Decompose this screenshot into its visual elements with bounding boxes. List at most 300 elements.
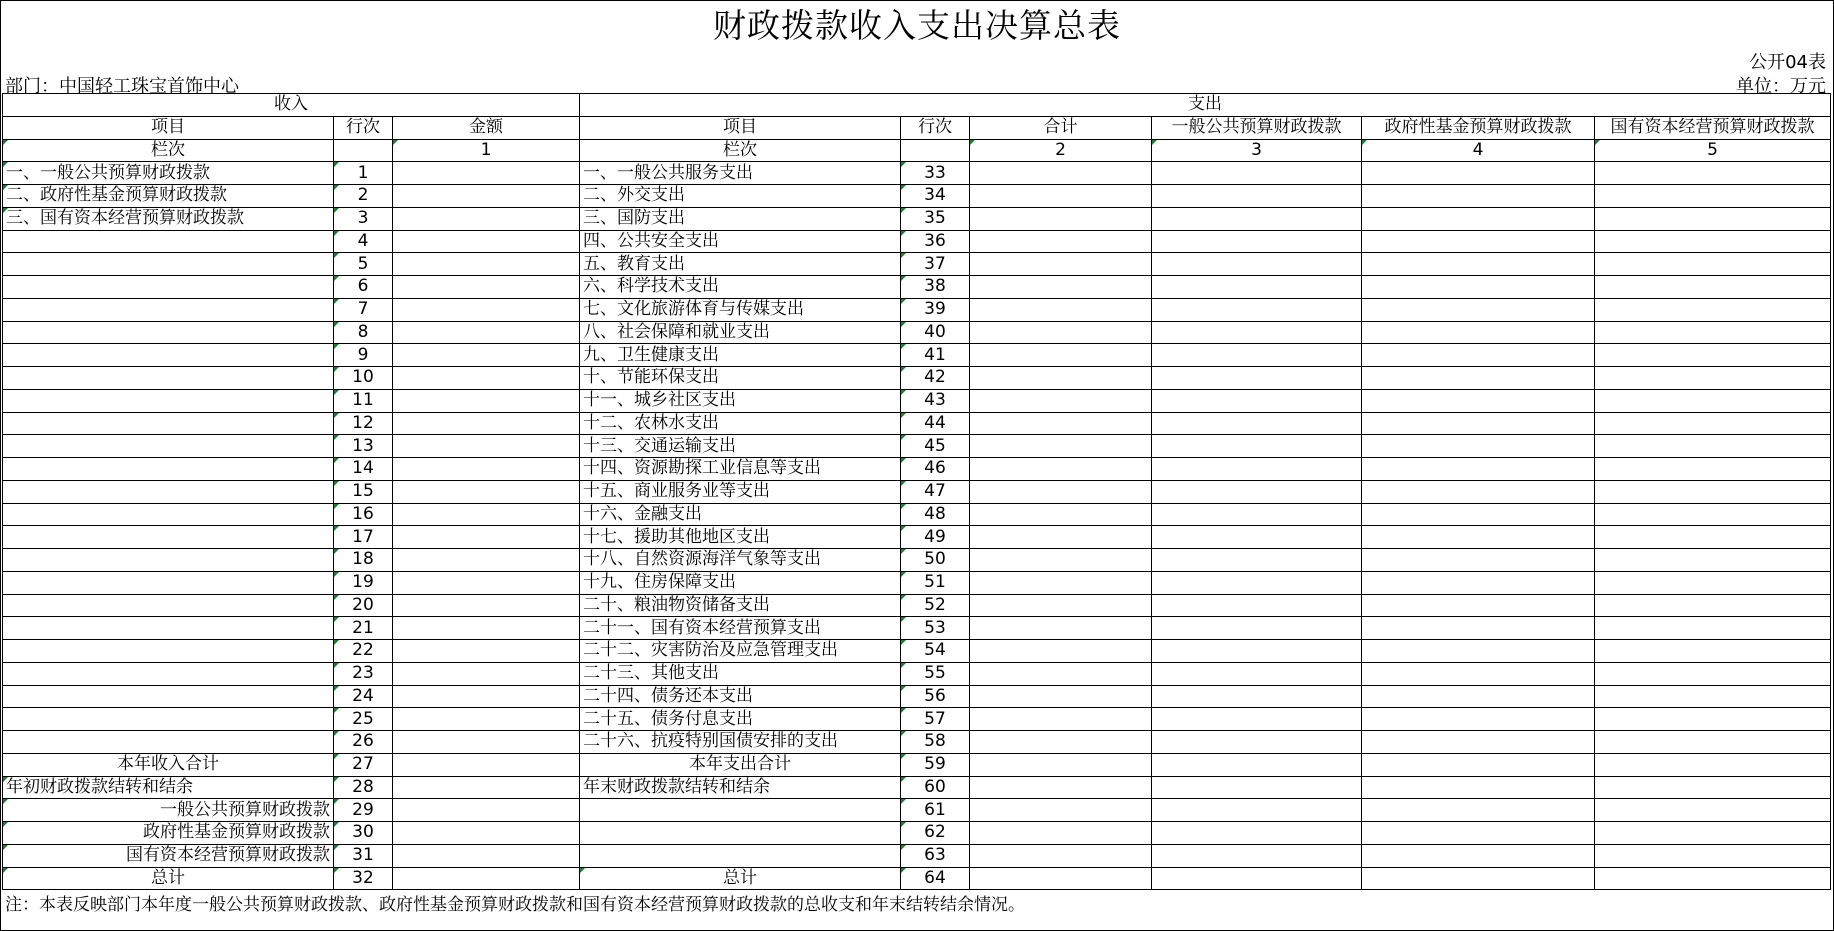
income-amount[interactable] <box>393 435 580 458</box>
expense-item[interactable]: 六、科学技术支出 <box>580 276 901 299</box>
income-line-no[interactable]: 28 <box>334 776 393 799</box>
expense-item[interactable]: 十一、城乡社区支出 <box>580 389 901 412</box>
income-item[interactable] <box>3 571 334 594</box>
income-line-no[interactable]: 5 <box>334 253 393 276</box>
income-amount[interactable] <box>393 617 580 640</box>
income-line-no[interactable]: 24 <box>334 685 393 708</box>
expense-line-no[interactable]: 61 <box>901 799 970 822</box>
value-cell[interactable] <box>1152 708 1362 731</box>
value-cell[interactable] <box>1595 276 1831 299</box>
income-amount[interactable] <box>393 685 580 708</box>
value-cell[interactable] <box>1595 617 1831 640</box>
value-cell[interactable] <box>970 162 1152 185</box>
value-cell[interactable] <box>1152 298 1362 321</box>
expense-item[interactable]: 三、国防支出 <box>580 207 901 230</box>
income-amount[interactable] <box>393 640 580 663</box>
value-cell[interactable] <box>1152 207 1362 230</box>
value-cell[interactable] <box>1152 844 1362 867</box>
value-cell[interactable] <box>1152 617 1362 640</box>
income-line-no[interactable]: 13 <box>334 435 393 458</box>
income-line-no[interactable]: 19 <box>334 571 393 594</box>
income-amount[interactable] <box>393 185 580 208</box>
value-cell[interactable] <box>1362 549 1595 572</box>
column-index-label[interactable]: 栏次 <box>3 139 334 162</box>
income-item[interactable] <box>3 594 334 617</box>
income-line-no[interactable]: 1 <box>334 162 393 185</box>
income-line-no[interactable]: 20 <box>334 594 393 617</box>
gov-fund-header[interactable]: 政府性基金预算财政拨款 <box>1362 116 1595 139</box>
income-item[interactable]: 一、一般公共预算财政拨款 <box>3 162 334 185</box>
expense-line-no[interactable]: 47 <box>901 480 970 503</box>
expense-line-no[interactable]: 50 <box>901 549 970 572</box>
value-cell[interactable] <box>970 185 1152 208</box>
income-item[interactable] <box>3 549 334 572</box>
expense-item-header[interactable]: 项目 <box>580 116 901 139</box>
income-line-no[interactable]: 15 <box>334 480 393 503</box>
income-amount[interactable] <box>393 207 580 230</box>
column-index-label[interactable]: 栏次 <box>580 139 901 162</box>
expense-item[interactable]: 七、文化旅游体育与传媒支出 <box>580 298 901 321</box>
value-cell[interactable] <box>1595 799 1831 822</box>
value-cell[interactable] <box>1595 458 1831 481</box>
expense-line-no[interactable]: 57 <box>901 708 970 731</box>
expense-line-no[interactable]: 64 <box>901 867 970 890</box>
expense-line-no[interactable]: 44 <box>901 412 970 435</box>
value-cell[interactable] <box>970 435 1152 458</box>
value-cell[interactable] <box>1362 344 1595 367</box>
income-amount[interactable] <box>393 367 580 390</box>
expense-line-no[interactable]: 53 <box>901 617 970 640</box>
income-item[interactable] <box>3 685 334 708</box>
expense-line-no[interactable]: 46 <box>901 458 970 481</box>
value-cell[interactable] <box>1362 844 1595 867</box>
income-line-no[interactable]: 9 <box>334 344 393 367</box>
col-index-5[interactable]: 5 <box>1595 139 1831 162</box>
income-line-no[interactable]: 4 <box>334 230 393 253</box>
expense-line-no[interactable]: 54 <box>901 640 970 663</box>
value-cell[interactable] <box>1152 685 1362 708</box>
value-cell[interactable] <box>1595 662 1831 685</box>
expense-item[interactable]: 年末财政拨款结转和结余 <box>580 776 901 799</box>
income-line-no[interactable]: 25 <box>334 708 393 731</box>
value-cell[interactable] <box>1595 753 1831 776</box>
income-line-no[interactable]: 17 <box>334 526 393 549</box>
income-amount[interactable] <box>393 344 580 367</box>
value-cell[interactable] <box>970 549 1152 572</box>
value-cell[interactable] <box>970 230 1152 253</box>
income-line-no[interactable]: 12 <box>334 412 393 435</box>
income-line-no[interactable]: 8 <box>334 321 393 344</box>
value-cell[interactable] <box>970 253 1152 276</box>
value-cell[interactable] <box>970 321 1152 344</box>
value-cell[interactable] <box>1152 480 1362 503</box>
income-item[interactable] <box>3 503 334 526</box>
expense-item[interactable]: 二十四、债务还本支出 <box>580 685 901 708</box>
value-cell[interactable] <box>970 867 1152 890</box>
expense-line-no[interactable]: 59 <box>901 753 970 776</box>
expense-item[interactable]: 九、卫生健康支出 <box>580 344 901 367</box>
income-item[interactable] <box>3 480 334 503</box>
value-cell[interactable] <box>1152 503 1362 526</box>
value-cell[interactable] <box>1152 230 1362 253</box>
income-item[interactable]: 政府性基金预算财政拨款 <box>3 822 334 845</box>
income-item[interactable] <box>3 708 334 731</box>
value-cell[interactable] <box>1595 776 1831 799</box>
value-cell[interactable] <box>1595 389 1831 412</box>
value-cell[interactable] <box>1362 253 1595 276</box>
expense-item[interactable]: 二、外交支出 <box>580 185 901 208</box>
value-cell[interactable] <box>970 344 1152 367</box>
value-cell[interactable] <box>1595 253 1831 276</box>
income-item[interactable] <box>3 526 334 549</box>
expense-item[interactable]: 一、一般公共服务支出 <box>580 162 901 185</box>
expense-item[interactable]: 五、教育支出 <box>580 253 901 276</box>
value-cell[interactable] <box>970 276 1152 299</box>
income-line-no[interactable]: 3 <box>334 207 393 230</box>
value-cell[interactable] <box>1362 230 1595 253</box>
income-item[interactable] <box>3 662 334 685</box>
income-line-no[interactable]: 23 <box>334 662 393 685</box>
income-item[interactable] <box>3 640 334 663</box>
cell[interactable] <box>334 139 393 162</box>
expense-line-no[interactable]: 43 <box>901 389 970 412</box>
income-item[interactable] <box>3 435 334 458</box>
income-amount[interactable] <box>393 276 580 299</box>
income-line-no[interactable]: 6 <box>334 276 393 299</box>
income-amount[interactable] <box>393 799 580 822</box>
value-cell[interactable] <box>1362 389 1595 412</box>
expense-item[interactable]: 十九、住房保障支出 <box>580 571 901 594</box>
expense-line-no[interactable]: 39 <box>901 298 970 321</box>
income-item[interactable] <box>3 731 334 754</box>
value-cell[interactable] <box>970 526 1152 549</box>
value-cell[interactable] <box>1362 503 1595 526</box>
income-header[interactable]: 收入 <box>3 94 580 117</box>
income-item-header[interactable]: 项目 <box>3 116 334 139</box>
value-cell[interactable] <box>1362 162 1595 185</box>
income-amount[interactable] <box>393 162 580 185</box>
expense-item[interactable] <box>580 822 901 845</box>
value-cell[interactable] <box>970 844 1152 867</box>
expense-item[interactable]: 二十、粮油物资储备支出 <box>580 594 901 617</box>
value-cell[interactable] <box>1595 298 1831 321</box>
income-amount[interactable] <box>393 776 580 799</box>
expense-line-no[interactable]: 38 <box>901 276 970 299</box>
value-cell[interactable] <box>1152 776 1362 799</box>
expense-line-no[interactable]: 42 <box>901 367 970 390</box>
value-cell[interactable] <box>1362 662 1595 685</box>
expense-line-no[interactable]: 37 <box>901 253 970 276</box>
income-amount[interactable] <box>393 571 580 594</box>
income-amount[interactable] <box>393 867 580 890</box>
income-item[interactable] <box>3 389 334 412</box>
income-item[interactable]: 本年收入合计 <box>3 753 334 776</box>
value-cell[interactable] <box>970 662 1152 685</box>
income-line-no[interactable]: 21 <box>334 617 393 640</box>
income-line-no[interactable]: 10 <box>334 367 393 390</box>
value-cell[interactable] <box>1362 640 1595 663</box>
income-item[interactable] <box>3 617 334 640</box>
expense-item[interactable]: 四、公共安全支出 <box>580 230 901 253</box>
income-line-no[interactable]: 16 <box>334 503 393 526</box>
value-cell[interactable] <box>1362 185 1595 208</box>
value-cell[interactable] <box>1152 253 1362 276</box>
expense-item[interactable]: 总计 <box>580 867 901 890</box>
value-cell[interactable] <box>1595 571 1831 594</box>
expense-line-no[interactable]: 33 <box>901 162 970 185</box>
value-cell[interactable] <box>970 480 1152 503</box>
expense-line-no[interactable]: 49 <box>901 526 970 549</box>
value-cell[interactable] <box>1152 662 1362 685</box>
expense-item[interactable]: 十八、自然资源海洋气象等支出 <box>580 549 901 572</box>
income-item[interactable]: 三、国有资本经营预算财政拨款 <box>3 207 334 230</box>
value-cell[interactable] <box>1152 344 1362 367</box>
general-budget-header[interactable]: 一般公共预算财政拨款 <box>1152 116 1362 139</box>
income-amount[interactable] <box>393 503 580 526</box>
income-line-no[interactable]: 22 <box>334 640 393 663</box>
expense-item[interactable]: 二十五、债务付息支出 <box>580 708 901 731</box>
income-line-no[interactable]: 27 <box>334 753 393 776</box>
expense-line-no[interactable]: 52 <box>901 594 970 617</box>
value-cell[interactable] <box>970 640 1152 663</box>
value-cell[interactable] <box>1595 844 1831 867</box>
income-item[interactable] <box>3 412 334 435</box>
expense-item[interactable]: 本年支出合计 <box>580 753 901 776</box>
income-item[interactable] <box>3 458 334 481</box>
income-amount[interactable] <box>393 412 580 435</box>
income-item[interactable] <box>3 253 334 276</box>
expense-item[interactable]: 二十二、灾害防治及应急管理支出 <box>580 640 901 663</box>
expense-line-header[interactable]: 行次 <box>901 116 970 139</box>
value-cell[interactable] <box>1362 708 1595 731</box>
value-cell[interactable] <box>1595 549 1831 572</box>
expense-line-no[interactable]: 51 <box>901 571 970 594</box>
value-cell[interactable] <box>1152 731 1362 754</box>
total-header[interactable]: 合计 <box>970 116 1152 139</box>
value-cell[interactable] <box>1362 594 1595 617</box>
expense-line-no[interactable]: 35 <box>901 207 970 230</box>
value-cell[interactable] <box>1362 685 1595 708</box>
value-cell[interactable] <box>1595 640 1831 663</box>
expense-item[interactable]: 十六、金融支出 <box>580 503 901 526</box>
expense-item[interactable]: 十四、资源勘探工业信息等支出 <box>580 458 901 481</box>
value-cell[interactable] <box>1362 753 1595 776</box>
col-index-4[interactable]: 4 <box>1362 139 1595 162</box>
expense-line-no[interactable]: 34 <box>901 185 970 208</box>
income-amount[interactable] <box>393 298 580 321</box>
expense-item[interactable] <box>580 844 901 867</box>
value-cell[interactable] <box>970 298 1152 321</box>
expense-item[interactable]: 二十三、其他支出 <box>580 662 901 685</box>
income-amount[interactable] <box>393 822 580 845</box>
amount-header[interactable]: 金额 <box>393 116 580 139</box>
value-cell[interactable] <box>970 389 1152 412</box>
value-cell[interactable] <box>1152 526 1362 549</box>
expense-line-no[interactable]: 60 <box>901 776 970 799</box>
expense-item[interactable]: 二十一、国有资本经营预算支出 <box>580 617 901 640</box>
col-index-3[interactable]: 3 <box>1152 139 1362 162</box>
income-amount[interactable] <box>393 549 580 572</box>
value-cell[interactable] <box>1362 822 1595 845</box>
value-cell[interactable] <box>1595 685 1831 708</box>
income-line-no[interactable]: 18 <box>334 549 393 572</box>
income-line-header[interactable]: 行次 <box>334 116 393 139</box>
income-amount[interactable] <box>393 253 580 276</box>
value-cell[interactable] <box>1595 412 1831 435</box>
income-item[interactable] <box>3 321 334 344</box>
value-cell[interactable] <box>970 799 1152 822</box>
value-cell[interactable] <box>1362 435 1595 458</box>
value-cell[interactable] <box>1595 708 1831 731</box>
value-cell[interactable] <box>1152 367 1362 390</box>
expense-line-no[interactable]: 45 <box>901 435 970 458</box>
value-cell[interactable] <box>970 571 1152 594</box>
income-amount[interactable] <box>393 708 580 731</box>
expense-line-no[interactable]: 55 <box>901 662 970 685</box>
value-cell[interactable] <box>1595 503 1831 526</box>
value-cell[interactable] <box>1595 822 1831 845</box>
income-amount[interactable] <box>393 844 580 867</box>
col-index-2[interactable]: 2 <box>970 139 1152 162</box>
value-cell[interactable] <box>1595 207 1831 230</box>
value-cell[interactable] <box>970 367 1152 390</box>
expense-item[interactable]: 十、节能环保支出 <box>580 367 901 390</box>
expense-item[interactable]: 十五、商业服务业等支出 <box>580 480 901 503</box>
expense-line-no[interactable]: 41 <box>901 344 970 367</box>
value-cell[interactable] <box>1152 458 1362 481</box>
value-cell[interactable] <box>970 822 1152 845</box>
value-cell[interactable] <box>1595 526 1831 549</box>
value-cell[interactable] <box>1362 458 1595 481</box>
value-cell[interactable] <box>1595 867 1831 890</box>
income-item[interactable]: 总计 <box>3 867 334 890</box>
value-cell[interactable] <box>1362 207 1595 230</box>
value-cell[interactable] <box>1152 435 1362 458</box>
value-cell[interactable] <box>1362 799 1595 822</box>
value-cell[interactable] <box>1362 617 1595 640</box>
expense-item[interactable]: 二十六、抗疫特别国债安排的支出 <box>580 731 901 754</box>
value-cell[interactable] <box>1152 389 1362 412</box>
income-item[interactable]: 一般公共预算财政拨款 <box>3 799 334 822</box>
income-amount[interactable] <box>393 458 580 481</box>
income-amount[interactable] <box>393 594 580 617</box>
income-item[interactable]: 国有资本经营预算财政拨款 <box>3 844 334 867</box>
income-amount[interactable] <box>393 321 580 344</box>
value-cell[interactable] <box>970 207 1152 230</box>
col-index-1[interactable]: 1 <box>393 139 580 162</box>
income-line-no[interactable]: 2 <box>334 185 393 208</box>
value-cell[interactable] <box>1362 480 1595 503</box>
value-cell[interactable] <box>1152 276 1362 299</box>
expense-line-no[interactable]: 40 <box>901 321 970 344</box>
expense-line-no[interactable]: 56 <box>901 685 970 708</box>
value-cell[interactable] <box>970 617 1152 640</box>
expense-line-no[interactable]: 58 <box>901 731 970 754</box>
value-cell[interactable] <box>970 731 1152 754</box>
value-cell[interactable] <box>1152 822 1362 845</box>
value-cell[interactable] <box>1362 776 1595 799</box>
income-item[interactable] <box>3 367 334 390</box>
income-amount[interactable] <box>393 731 580 754</box>
expense-line-no[interactable]: 62 <box>901 822 970 845</box>
value-cell[interactable] <box>1152 321 1362 344</box>
state-capital-header[interactable]: 国有资本经营预算财政拨款 <box>1595 116 1831 139</box>
value-cell[interactable] <box>970 412 1152 435</box>
cell[interactable] <box>901 139 970 162</box>
income-item[interactable] <box>3 230 334 253</box>
income-line-no[interactable]: 14 <box>334 458 393 481</box>
income-line-no[interactable]: 29 <box>334 799 393 822</box>
value-cell[interactable] <box>1362 412 1595 435</box>
income-line-no[interactable]: 7 <box>334 298 393 321</box>
value-cell[interactable] <box>1152 549 1362 572</box>
income-amount[interactable] <box>393 389 580 412</box>
value-cell[interactable] <box>1595 480 1831 503</box>
income-item[interactable] <box>3 344 334 367</box>
value-cell[interactable] <box>1362 526 1595 549</box>
value-cell[interactable] <box>970 776 1152 799</box>
value-cell[interactable] <box>970 594 1152 617</box>
value-cell[interactable] <box>1595 344 1831 367</box>
value-cell[interactable] <box>1152 594 1362 617</box>
expense-item[interactable]: 十二、农林水支出 <box>580 412 901 435</box>
value-cell[interactable] <box>1362 321 1595 344</box>
value-cell[interactable] <box>1595 230 1831 253</box>
value-cell[interactable] <box>970 685 1152 708</box>
income-item[interactable]: 二、政府性基金预算财政拨款 <box>3 185 334 208</box>
income-line-no[interactable]: 11 <box>334 389 393 412</box>
value-cell[interactable] <box>970 708 1152 731</box>
value-cell[interactable] <box>1152 162 1362 185</box>
value-cell[interactable] <box>1362 276 1595 299</box>
income-amount[interactable] <box>393 480 580 503</box>
income-line-no[interactable]: 32 <box>334 867 393 890</box>
value-cell[interactable] <box>1595 731 1831 754</box>
income-item[interactable] <box>3 298 334 321</box>
value-cell[interactable] <box>1362 731 1595 754</box>
value-cell[interactable] <box>1595 594 1831 617</box>
expense-line-no[interactable]: 36 <box>901 230 970 253</box>
value-cell[interactable] <box>1152 412 1362 435</box>
income-amount[interactable] <box>393 526 580 549</box>
value-cell[interactable] <box>1152 571 1362 594</box>
expense-item[interactable]: 十三、交通运输支出 <box>580 435 901 458</box>
value-cell[interactable] <box>970 753 1152 776</box>
expense-line-no[interactable]: 48 <box>901 503 970 526</box>
value-cell[interactable] <box>1362 867 1595 890</box>
value-cell[interactable] <box>1152 753 1362 776</box>
value-cell[interactable] <box>1152 799 1362 822</box>
income-item[interactable]: 年初财政拨款结转和结余 <box>3 776 334 799</box>
value-cell[interactable] <box>1152 867 1362 890</box>
income-line-no[interactable]: 26 <box>334 731 393 754</box>
value-cell[interactable] <box>1595 185 1831 208</box>
value-cell[interactable] <box>1595 321 1831 344</box>
income-amount[interactable] <box>393 662 580 685</box>
value-cell[interactable] <box>1595 162 1831 185</box>
expense-header[interactable]: 支出 <box>580 94 1831 117</box>
expense-item[interactable] <box>580 799 901 822</box>
income-amount[interactable] <box>393 753 580 776</box>
income-line-no[interactable]: 30 <box>334 822 393 845</box>
value-cell[interactable] <box>970 458 1152 481</box>
value-cell[interactable] <box>1152 185 1362 208</box>
value-cell[interactable] <box>970 503 1152 526</box>
value-cell[interactable] <box>1362 367 1595 390</box>
value-cell[interactable] <box>1595 435 1831 458</box>
income-line-no[interactable]: 31 <box>334 844 393 867</box>
expense-item[interactable]: 八、社会保障和就业支出 <box>580 321 901 344</box>
